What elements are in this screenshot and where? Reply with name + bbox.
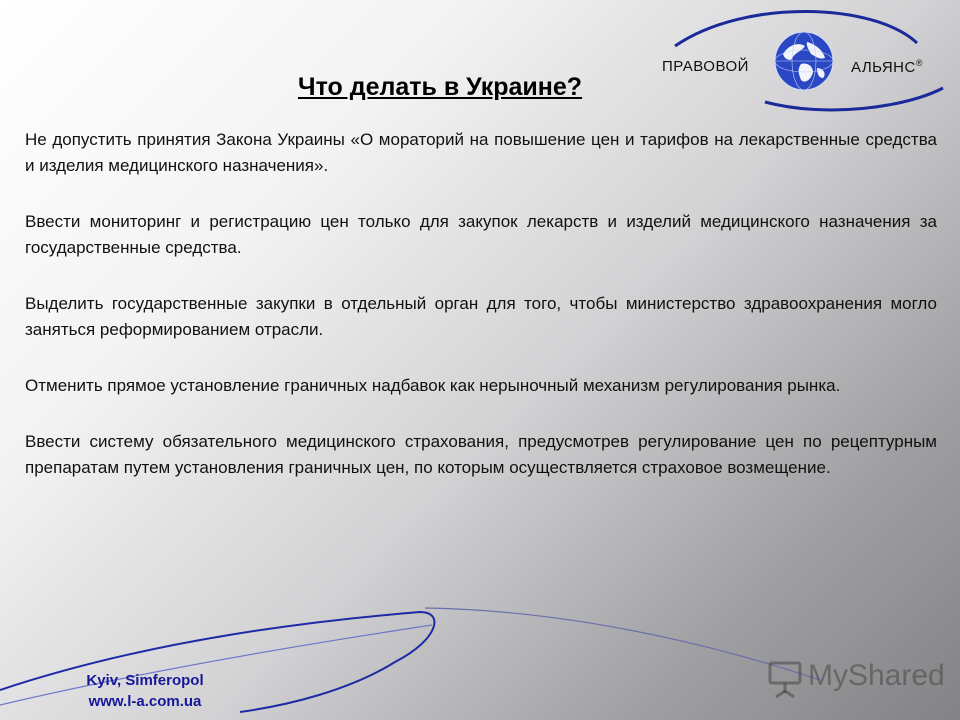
presentation-icon — [766, 657, 806, 699]
paragraph-3: Выделить государственные закупки в отдельный орган для того, чтобы министерство здравоохранения могло заняться реформированием отрасли. — [25, 294, 937, 339]
slide-body — [25, 127, 937, 511]
footer-cities: Kyiv, Simferopol — [86, 672, 204, 689]
myshared-watermark — [766, 655, 945, 700]
logo-word-pravovoy: ПРАВОВОЙ — [662, 58, 749, 75]
paragraph-4: Отменить прямое установление граничных надбавок как нерыночный механизм регулирования рынка. — [25, 376, 841, 395]
logo-word-alyans-text: АЛЬЯНС — [851, 59, 916, 76]
registered-mark: ® — [915, 58, 923, 68]
watermark-text: MyShared — [808, 659, 945, 692]
paragraph-2: Ввести мониторинг и регистрацию цен только для закупок лекарств и изделий медицинского назначения за государственные средства. — [25, 212, 937, 257]
paragraph-1: Не допустить принятия Закона Украины «О мораторий на повышение цен и тарифов на лекарственные средства и изделия медицинского назначения». — [25, 130, 937, 175]
slide-title: Что делать в Украине? — [298, 73, 583, 101]
footer-website-link[interactable]: www.l-a.com.ua — [88, 693, 202, 710]
pravovoy-alyans-logo — [655, 8, 955, 118]
logo-word-alyans — [851, 58, 923, 76]
footer-contacts — [50, 670, 240, 712]
paragraph-5: Ввести систему обязательного медицинского страхования, предусмотрев регулирование цен по рецептурным препаратам путем установления граничных цен, по которым осуществляется страховое возмещение. — [25, 432, 937, 477]
globe-icon — [773, 30, 835, 92]
